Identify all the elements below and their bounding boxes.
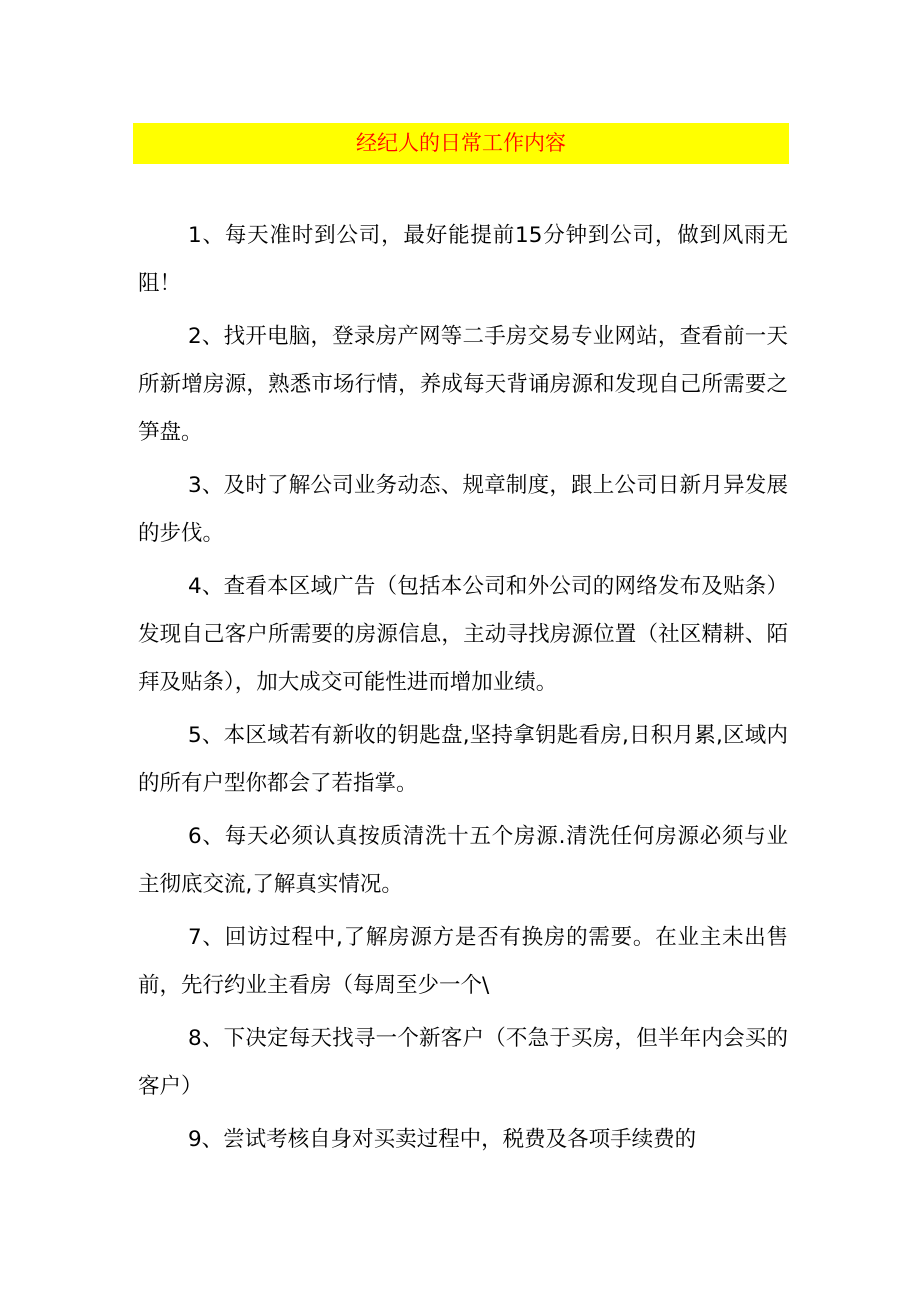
document-title: 经纪人的日常工作内容 [356,131,566,155]
paragraph-1: 1、每天准时到公司，最好能提前15分钟到公司，做到风雨无阻！ [138,223,788,296]
document-body [138,212,788,1169]
title-banner [133,123,789,164]
paragraph-2: 2、找开电脑，登录房产网等二手房交易专业网站，查看前一天所新增房源，熟悉市场行情，养成每天背诵房源和发现自己所需要之笋盘。 [138,324,788,445]
paragraph-7: 7、回访过程中,了解房源方是否有换房的需要。在业主未出售前，先行约业主看房（每周至少一个\ [138,925,788,998]
paragraph-5: 5、本区域若有新收的钥匙盘,坚持拿钥匙看房,日积月累,区域内的所有户型你都会了若指掌。 [138,723,788,796]
paragraph-9: 9、尝试考核自身对买卖过程中，税费及各项手续费的 [188,1127,697,1152]
paragraph-3: 3、及时了解公司业务动态、规章制度，跟上公司日新月异发展的步伐。 [138,473,788,546]
paragraph-8: 8、下决定每天找寻一个新客户（不急于买房，但半年内会买的客户） [138,1026,788,1099]
paragraph-4: 4、查看本区域广告（包括本公司和外公司的网络发布及贴条）发现自己客户所需要的房源信息，主动寻找房源位置（社区精耕、陌拜及贴条），加大成交可能性进而增加业绩。 [138,574,788,695]
paragraph-6: 6、每天必须认真按质清洗十五个房源.清洗任何房源必须与业主彻底交流,了解真实情况。 [138,824,788,897]
